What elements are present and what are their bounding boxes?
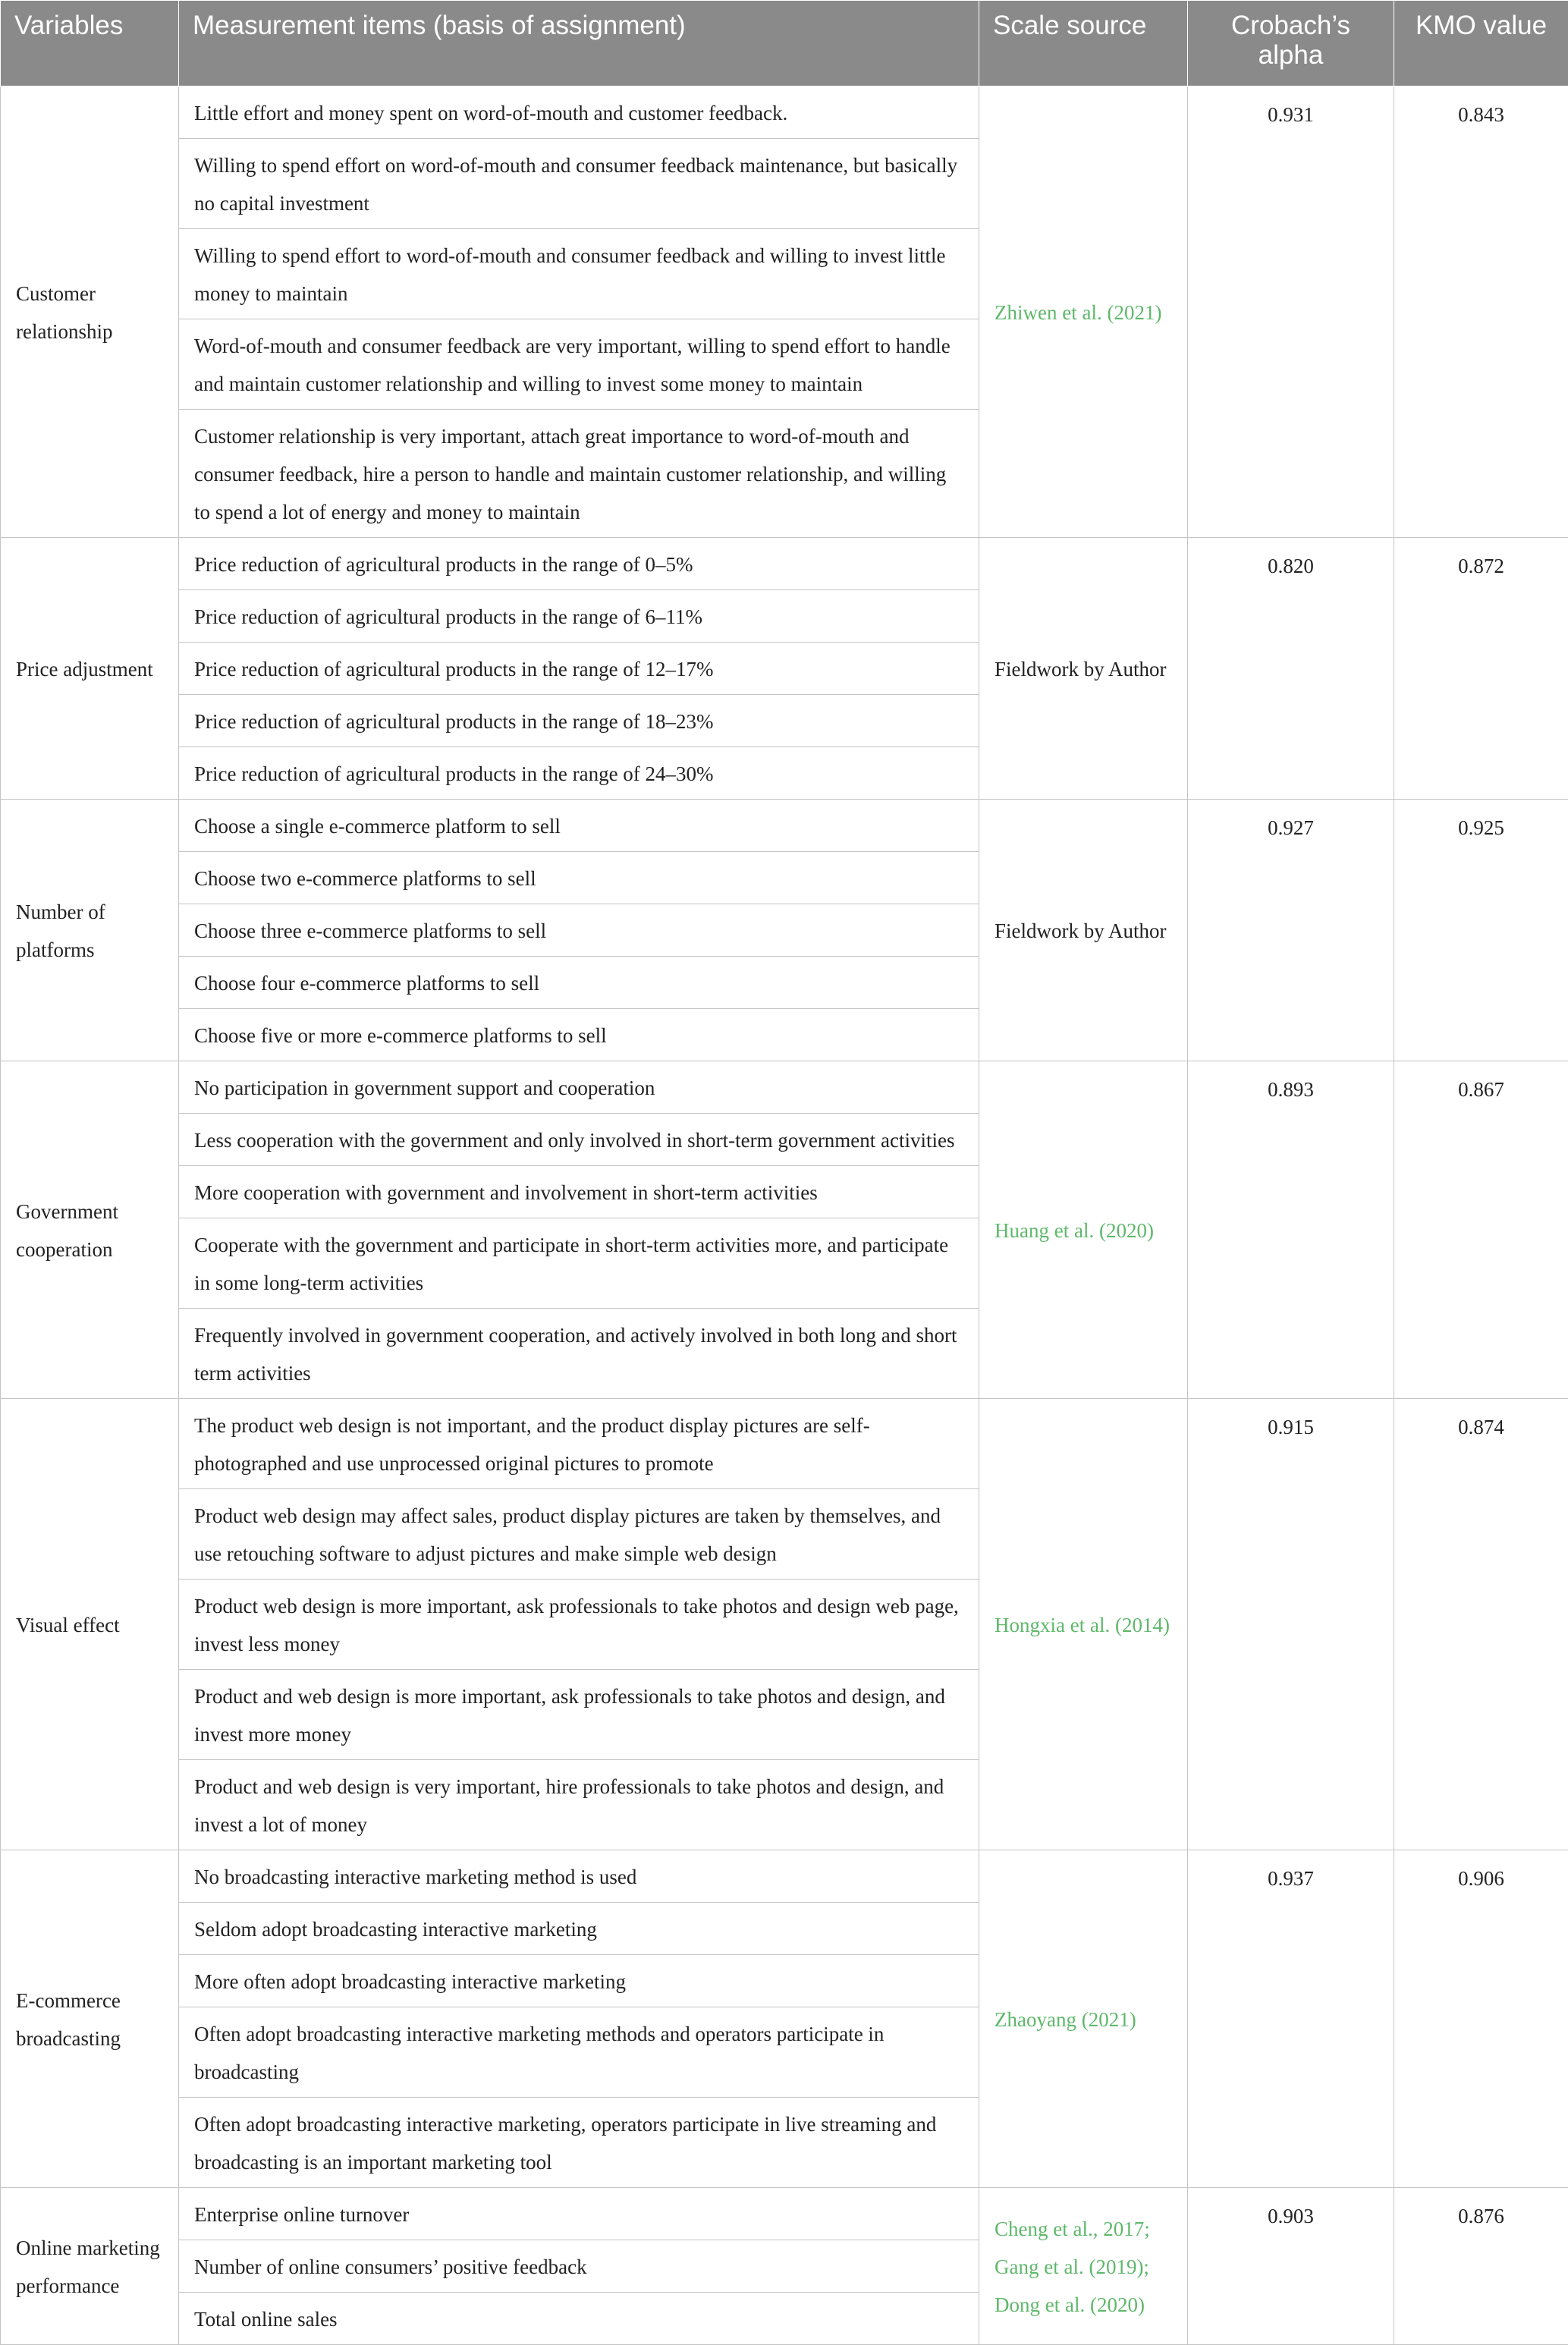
- cronbach-alpha-cell: 0.937: [1188, 1850, 1394, 2188]
- measurement-item-cell: No broadcasting interactive marketing method is used: [179, 1850, 979, 1903]
- measurement-item-cell: Frequently involved in government cooperation, and actively involved in both long and short term activities: [179, 1309, 979, 1399]
- cronbach-alpha-cell: 0.893: [1188, 1061, 1394, 1399]
- cronbach-alpha-cell: 0.915: [1188, 1399, 1394, 1850]
- header-row: [1, 1, 1568, 86]
- variable-cell: Visual effect: [1, 1399, 179, 1850]
- measurement-item-cell: Price reduction of agricultural products in the range of 6–11%: [179, 590, 979, 643]
- measurement-item-cell: Total online sales: [179, 2293, 979, 2345]
- table-row: [1, 1399, 1568, 1489]
- scale-source-cell: [979, 1850, 1188, 2188]
- variable-cell: E-commerce broadcasting: [1, 1850, 179, 2188]
- measurement-item-cell: Little effort and money spent on word-of-mouth and customer feedback.: [179, 86, 979, 139]
- variable-cell: Customer relationship: [1, 86, 179, 538]
- variable-cell: Government cooperation: [1, 1061, 179, 1399]
- header-measurement-items: Measurement items (basis of assignment): [179, 1, 979, 86]
- measurement-item-cell: Product web design may affect sales, product display pictures are taken by themselves, and use retouching software to adjust pictures and make simple web design: [179, 1489, 979, 1580]
- scale-source-link[interactable]: Zhiwen et al. (2021): [995, 301, 1161, 324]
- measurement-item-cell: Customer relationship is very important, attach great importance to word-of-mouth and consumer feedback, hire a person to handle and maintain customer relationship, and willing to spend a lot of energy and money to maintain: [179, 410, 979, 538]
- measurement-item-cell: No participation in government support and cooperation: [179, 1061, 979, 1114]
- header-variables: Variables: [1, 1, 179, 86]
- table-row: [1, 800, 1568, 852]
- measurement-item-cell: Often adopt broadcasting interactive marketing methods and operators participate in broadcasting: [179, 2007, 979, 2098]
- scale-source-link[interactable]: Hongxia et al. (2014): [995, 1614, 1170, 1636]
- measurement-item-cell: Price reduction of agricultural products in the range of 12–17%: [179, 643, 979, 695]
- scale-source-cell: [979, 86, 1188, 538]
- kmo-value-cell: 0.843: [1394, 86, 1568, 538]
- measurement-item-cell: Choose two e-commerce platforms to sell: [179, 852, 979, 904]
- table-row: [1, 538, 1568, 590]
- measurement-item-cell: Cooperate with the government and participate in short-term activities more, and participate in some long-term activities: [179, 1218, 979, 1309]
- measurement-item-cell: Willing to spend effort on word-of-mouth and consumer feedback maintenance, but basically no capital investment: [179, 139, 979, 229]
- table-body: [1, 86, 1568, 2345]
- scale-source-link[interactable]: Huang et al. (2020): [995, 1219, 1154, 1242]
- kmo-value-cell: 0.874: [1394, 1399, 1568, 1850]
- measurement-item-cell: Price reduction of agricultural products in the range of 18–23%: [179, 695, 979, 747]
- measurement-item-cell: Choose five or more e-commerce platforms to sell: [179, 1009, 979, 1061]
- measurement-item-cell: Willing to spend effort to word-of-mouth and consumer feedback and willing to invest little money to maintain: [179, 229, 979, 319]
- kmo-value-cell: 0.876: [1394, 2188, 1568, 2345]
- table-row: [1, 86, 1568, 139]
- header-scale-source: Scale source: [979, 1, 1188, 86]
- variable-cell: Price adjustment: [1, 538, 179, 800]
- variable-cell: Number of platforms: [1, 800, 179, 1061]
- measurement-item-cell: More often adopt broadcasting interactive marketing: [179, 1955, 979, 2007]
- scale-source-cell: [979, 1061, 1188, 1399]
- measurement-item-cell: Price reduction of agricultural products in the range of 0–5%: [179, 538, 979, 590]
- cronbach-alpha-cell: 0.820: [1188, 538, 1394, 800]
- measurement-item-cell: Product web design is more important, ask professionals to take photos and design web page, invest less money: [179, 1580, 979, 1670]
- measurement-item-cell: Choose four e-commerce platforms to sell: [179, 957, 979, 1009]
- measurement-item-cell: Product and web design is more important, ask professionals to take photos and design, and invest more money: [179, 1670, 979, 1760]
- kmo-value-cell: 0.906: [1394, 1850, 1568, 2188]
- scale-source-cell: [979, 800, 1188, 1061]
- measurement-item-cell: Product and web design is very important, hire professionals to take photos and design, and invest a lot of money: [179, 1760, 979, 1850]
- header-cronbach-alpha: Crobach’s alpha: [1188, 1, 1394, 86]
- cronbach-alpha-cell: 0.931: [1188, 86, 1394, 538]
- table-row: [1, 1061, 1568, 1114]
- measurement-item-cell: Choose three e-commerce platforms to sell: [179, 904, 979, 957]
- scale-source-text: Fieldwork by Author: [995, 658, 1167, 681]
- scale-source-text: Fieldwork by Author: [995, 919, 1167, 942]
- measurement-item-cell: Less cooperation with the government and only involved in short-term government activities: [179, 1114, 979, 1166]
- kmo-value-cell: 0.867: [1394, 1061, 1568, 1399]
- measurement-item-cell: Word-of-mouth and consumer feedback are very important, willing to spend effort to handle and maintain customer relationship and willing to invest some money to maintain: [179, 319, 979, 410]
- table-row: [1, 1850, 1568, 1903]
- header-kmo-value: KMO value: [1394, 1, 1568, 86]
- measurement-item-cell: More cooperation with government and involvement in short-term activities: [179, 1166, 979, 1218]
- kmo-value-cell: 0.925: [1394, 800, 1568, 1061]
- measurement-item-cell: The product web design is not important, and the product display pictures are self-photographed and use unprocessed original pictures to promote: [179, 1399, 979, 1489]
- measurement-item-cell: Enterprise online turnover: [179, 2188, 979, 2240]
- cronbach-alpha-cell: 0.927: [1188, 800, 1394, 1061]
- scale-source-cell: [979, 2188, 1188, 2345]
- kmo-value-cell: 0.872: [1394, 538, 1568, 800]
- measurement-item-cell: Number of online consumers’ positive feedback: [179, 2240, 979, 2293]
- scale-source-cell: [979, 538, 1188, 800]
- measurement-item-cell: Seldom adopt broadcasting interactive marketing: [179, 1903, 979, 1955]
- measurement-item-cell: Choose a single e-commerce platform to sell: [179, 800, 979, 852]
- measurement-item-cell: Often adopt broadcasting interactive marketing, operators participate in live streaming and broadcasting is an important marketing tool: [179, 2098, 979, 2188]
- variable-cell: Online marketing performance: [1, 2188, 179, 2345]
- scale-source-link[interactable]: Cheng et al., 2017; Gang et al. (2019); Dong et al. (2020): [995, 2218, 1150, 2316]
- measurement-item-cell: Price reduction of agricultural products in the range of 24–30%: [179, 747, 979, 800]
- scale-source-cell: [979, 1399, 1188, 1850]
- cronbach-alpha-cell: 0.903: [1188, 2188, 1394, 2345]
- scale-source-link[interactable]: Zhaoyang (2021): [995, 2008, 1136, 2031]
- table-row: [1, 2188, 1568, 2240]
